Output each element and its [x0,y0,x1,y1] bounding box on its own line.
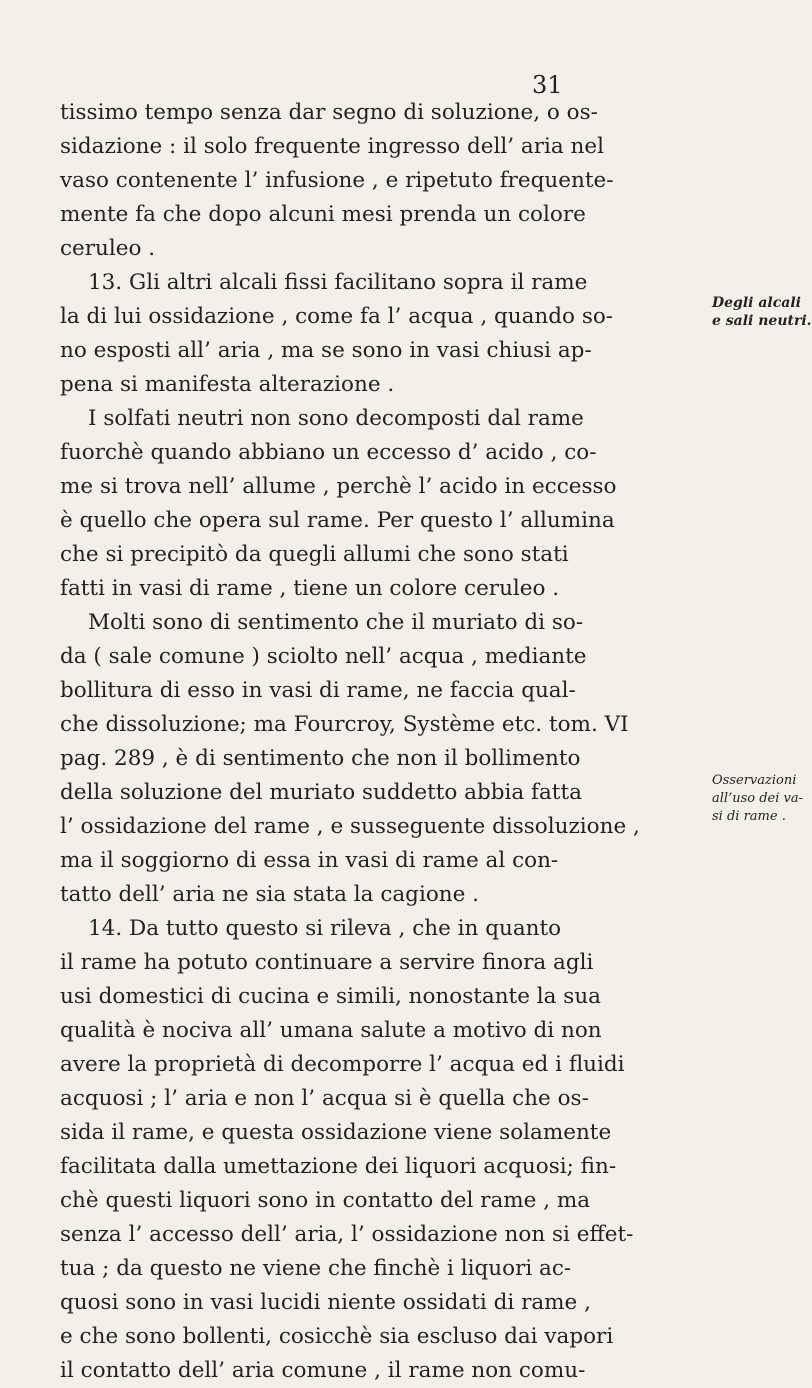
text-line: ceruleo . [60,236,156,261]
text-line: sidazione : il solo frequente ingresso dell’ aria nel [60,134,604,159]
margin-note-line: e sali neutri. [712,313,812,329]
text-line: l’ ossidazione del rame , e susseguente dissoluzione , [60,814,640,839]
margin-note-line: Degli alcali [712,295,801,311]
body-text [60,96,760,1388]
text-line: I solfati neutri non sono decomposti dal rame [88,406,584,431]
text-line: bollitura di esso in vasi di rame, ne faccia qual- [60,678,576,703]
text-line: 13. Gli altri alcali fissi facilitano sopra il rame [88,270,588,295]
text-line: usi domestici di cucina e simili, nonostante la sua [60,984,601,1009]
text-line: il contatto dell’ aria comune , il rame non comu- [60,1358,586,1383]
page-number: 31 [532,71,563,99]
text-line: il rame ha potuto continuare a servire finora agli [60,950,594,975]
text-line: pag. 289 , è di sentimento che non il bollimento [60,746,581,771]
text-line: tatto dell’ aria ne sia stata la cagione . [60,882,480,907]
text-line: che dissoluzione; ma Fourcroy, Système etc. tom. VI [60,712,629,737]
text-line: me si trova nell’ allume , perchè l’ acido in eccesso [60,474,617,499]
text-line: no esposti all’ aria , ma se sono in vasi chiusi ap- [60,338,592,363]
text-line: fatti in vasi di rame , tiene un colore ceruleo . [60,576,560,601]
text-line: vaso contenente l’ infusione , e ripetuto frequente- [60,168,614,193]
margin-note-line: Osservazioni [712,773,797,788]
margin-note-line: all’uso dei va- [712,791,803,806]
text-line: è quello che opera sul rame. Per questo l’ allumina [60,508,615,533]
text-line: sida il rame, e questa ossidazione viene solamente [60,1120,612,1145]
text-line: pena si manifesta alterazione . [60,372,395,397]
text-line: che si precipitò da quegli allumi che sono stati [60,542,569,567]
text-line: della soluzione del muriato suddetto abbia fatta [60,780,582,805]
text-line: ma il soggiorno di essa in vasi di rame al con- [60,848,559,873]
text-line: Molti sono di sentimento che il muriato di so- [88,610,584,635]
text-line: la di lui ossidazione , come fa l’ acqua , quando so- [60,304,614,329]
text-line: tissimo tempo senza dar segno di soluzione, o os- [60,100,598,125]
text-line: senza l’ accesso dell’ aria, l’ ossidazione non si effet- [60,1222,634,1247]
text-line: facilitata dalla umettazione dei liquori acquosi; fin- [60,1154,617,1179]
text-line: chè questi liquori sono in contatto del rame , ma [60,1188,591,1213]
text-line: mente fa che dopo alcuni mesi prenda un colore [60,202,586,227]
text-line: da ( sale comune ) sciolto nell’ acqua , mediante [60,644,587,669]
text-line: avere la proprietà di decomporre l’ acqua ed i fluidi [60,1052,625,1077]
text-line: e che sono bollenti, cosicchè sia escluso dai vapori [60,1324,614,1349]
text-line: tua ; da questo ne viene che finchè i liquori ac- [60,1256,572,1281]
margin-note-line: si di rame . [712,809,786,824]
text-line: 14. Da tutto questo si rileva , che in quanto [88,916,562,941]
text-line: acquosi ; l’ aria e non l’ acqua si è quella che os- [60,1086,589,1111]
text-line: quosi sono in vasi lucidi niente ossidati di rame , [60,1290,591,1315]
text-line: fuorchè quando abbiano un eccesso d’ acido , co- [60,440,597,465]
text-line: qualità è nociva all’ umana salute a motivo di non [60,1018,602,1043]
margin-note-alcali [712,294,812,330]
margin-note-osservazioni [712,772,803,826]
